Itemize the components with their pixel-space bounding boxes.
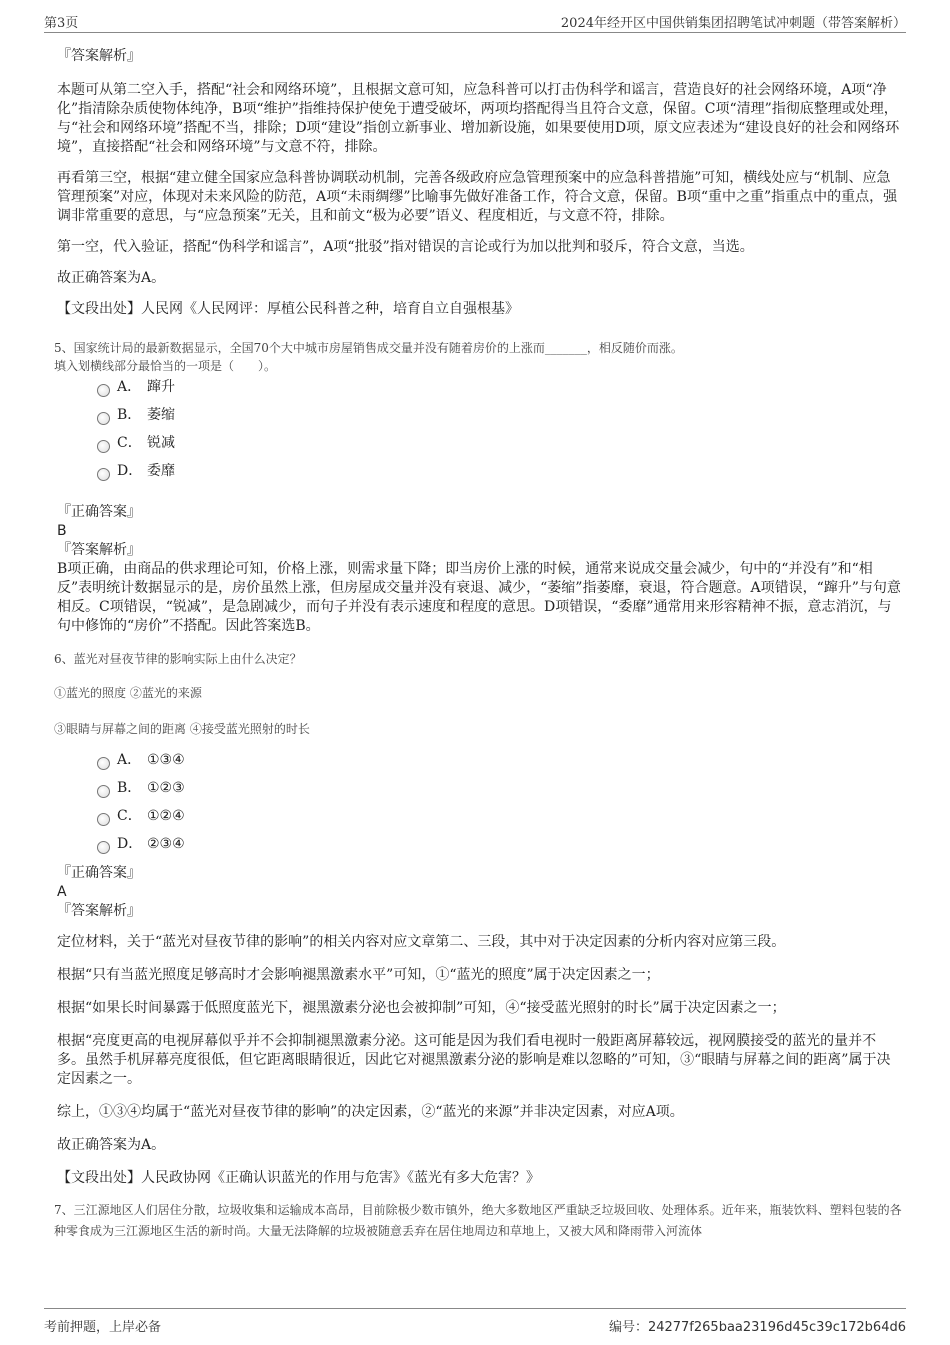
document-code-label: 编号： [608,1320,648,1335]
analysis-paragraph: 根据“亮度更高的电视屏幕似乎并不会抑制褪黑激素分泌。这可能是因为我们看电视时一般距离屏幕较远，视网膜接受的蓝光的量并不多。虽然手机屏幕亮度很低，但它距离眼睛很近，因此它对褪黑激素分泌的影响是难以忽略的”可知，③“眼睛与屏幕之间的距离”属于决定因素之一。 [57,1033,891,1087]
analysis-paragraph: B项正确，由商品的供求理论可知，价格上涨，则需求量下降；即当房价上涨的时候，通常来说成交量会减少，句中的“并没有”和“相反”表明统计数据显示的是，房价虽然上涨，但房屋成交量并没有衰退、减少，“萎缩”指萎靡，衰退，符合题意。A项错误，“蹿升”与句意相反。C项错误，“锐减”，是急剧减少，而句子并没有表示速度和程度的意思。D项错误，“委靡”通常用来形容精神不振，意志消沉，与句中修饰的“房价”不搭配。因此答案选B。 [57,561,901,634]
analysis-paragraph: 根据“只有当蓝光照度足够高时才会影响褪黑激素水平”可知，①“蓝光的照度”属于决定因素之一； [57,967,660,983]
analysis-label: 『答案解析』 [57,48,141,64]
page-number: 第3页 [44,16,79,31]
answer-label: 『正确答案』 [57,504,141,520]
document-code-value: 24277f265baa23196d45c39c172b64d6 [647,1320,906,1335]
analysis-label: 『答案解析』 [57,542,141,558]
option-c[interactable]: C． ①②④ [57,806,902,834]
analysis-paragraph: 定位材料，关于“蓝光对昼夜节律的影响”的相关内容对应文章第二、三段，其中对于决定因素的分析内容对应第三段。 [57,934,786,950]
page-header [44,8,906,33]
analysis-paragraph: 再看第三空，根据“建立健全国家应急科普协调联动机制，完善各级政府应急管理预案中的应急科普措施”可知，横线处应与“机制、应急管理预案”对应，体现对未来风险的防范，A项“未雨绸缪”比喻事先做好准备工作，符合文意，保留。B项“重中之重”指重点中的重点，强调非常重要的意思，与“应急预案”无关，且和前文“极为必要”语义、程度相近，与文意不符，排除。 [57,170,898,224]
document-body [54,42,902,1242]
option-d[interactable]: D． 委靡 [57,461,902,489]
question-stem: 6、蓝光对昼夜节律的影响实际上由什么决定？ [54,652,302,666]
correct-answer: A [57,884,67,900]
option-d[interactable]: D． ②③④ [57,834,902,862]
document-title: 2024年经开区中国供销集团招聘笔试冲刺题（带答案解析） [560,16,906,31]
option-b[interactable]: B． 萎缩 [57,405,902,433]
analysis-label: 『答案解析』 [57,903,141,919]
answer-conclusion: 故正确答案为A。 [57,1137,166,1153]
answer-label: 『正确答案』 [57,865,141,881]
question-stem: 7、三江源地区人们居住分散，垃圾收集和运输成本高昂，目前除极少数市镇外，绝大多数地区严重缺乏垃圾回收、处理体系。近年来，瓶装饮料、塑料包装的各种零食成为三江源地区生活的新时尚。大量无法降解的垃圾被随意丢弃在居住地周边和草地上，又被大风和降雨带入河流体 [54,1203,902,1238]
option-a[interactable]: A． ①③④ [57,750,902,778]
correct-answer: B [57,523,67,539]
page-footer [44,1308,906,1337]
source-citation: 【文段出处】人民政协网《正确认识蓝光的作用与危害》《蓝光有多大危害？》 [57,1170,540,1186]
footer-slogan: 考前押题，上岸必备 [44,1320,162,1335]
options-list [57,377,902,489]
document-code [609,1316,906,1335]
answer-conclusion: 故正确答案为A。 [57,270,166,286]
radio-icon[interactable] [97,785,110,798]
radio-icon[interactable] [97,841,110,854]
analysis-paragraph: 根据“如果长时间暴露于低照度蓝光下，褪黑激素分泌也会被抑制”可知，④“接受蓝光照射的时长”属于决定因素之一； [57,1000,786,1016]
option-a[interactable]: A． 蹿升 [57,377,902,405]
question-stem: 5、国家统计局的最新数据显示，全国70个大中城市房屋销售成交量并没有随着房价的上涨而_______，相反随价而涨。 [54,341,683,355]
question-items: ①蓝光的照度 ②蓝光的来源 [54,686,202,700]
options-list [57,750,902,862]
option-b[interactable]: B． ①②③ [57,778,902,806]
question-prompt: 填入划横线部分最恰当的一项是（ ）。 [54,359,277,373]
radio-icon[interactable] [97,468,110,481]
question-items: ③眼睛与屏幕之间的距离 ④接受蓝光照射的时长 [54,722,310,736]
analysis-paragraph: 本题可从第二空入手，搭配“社会和网络环境”，且根据文意可知，应急科普可以打击伪科学和谣言，营造良好的社会网络环境，A项“净化”指清除杂质使物体纯净，B项“维护”指维持保护使免于遭受破坏，两项均搭配得当且符合文意，保留。C项“清理”指彻底整理或处理，与“社会和网络环境”搭配不当，排除；D项“建设”指创立新事业、增加新设施，如果要使用D项，原文应表述为“建设良好的社会和网络环境”，直接搭配“社会和网络环境”与文意不符，排除。 [57,82,900,155]
radio-icon[interactable] [97,813,110,826]
radio-icon[interactable] [97,440,110,453]
radio-icon[interactable] [97,384,110,397]
analysis-paragraph: 综上，①③④均属于“蓝光对昼夜节律的影响”的决定因素，②“蓝光的来源”并非决定因素，对应A项。 [57,1104,684,1120]
source-citation: 【文段出处】人民网《人民网评：厚植公民科普之种，培育自立自强根基》 [57,301,519,317]
radio-icon[interactable] [97,412,110,425]
radio-icon[interactable] [97,757,110,770]
analysis-paragraph: 第一空，代入验证，搭配“伪科学和谣言”，A项“批驳”指对错误的言论或行为加以批判和驳斥，符合文意，当选。 [57,239,754,255]
option-c[interactable]: C． 锐减 [57,433,902,461]
